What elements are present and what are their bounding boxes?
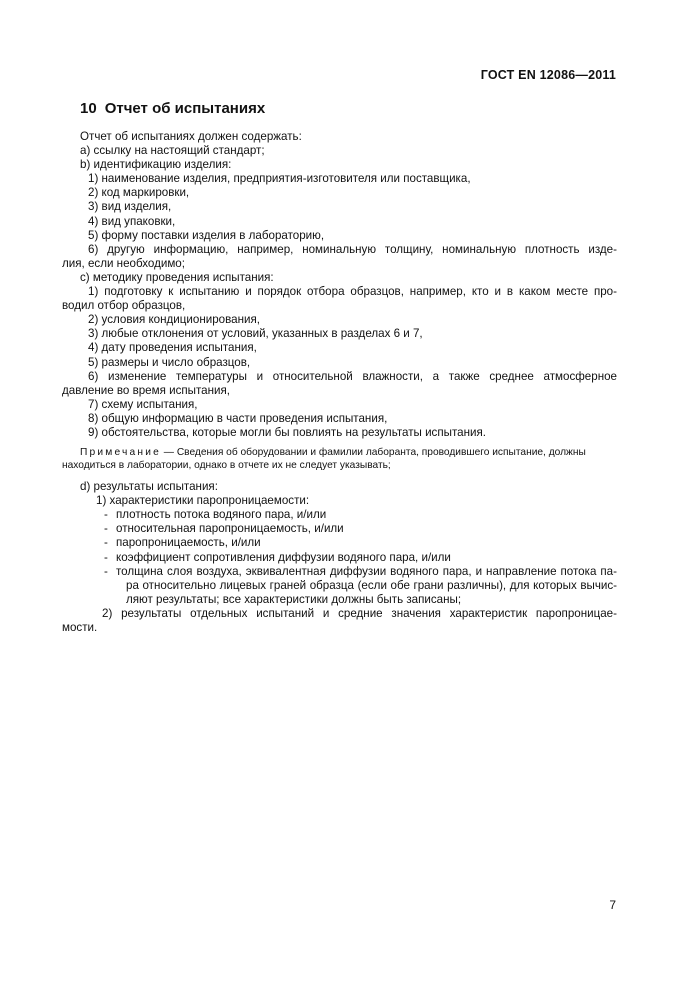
dash-item-continuation: ра относительно лицевых граней образца (если обе грани различны), для которых вычис- <box>126 578 617 592</box>
document-header: ГОСТ EN 12086—2011 <box>480 68 616 82</box>
b-item: 2) код маркировки, <box>88 186 190 200</box>
c-item-continuation: водил отбор образцов, <box>62 299 186 313</box>
dash-item-text: плотность потока водяного пара, и/или <box>116 508 327 522</box>
note-line-2: находиться в лаборатории, однако в отчете их не следует указывать; <box>62 460 391 472</box>
list-item-c: c) методику проведения испытания: <box>80 270 274 284</box>
c-item: 2) условия кондиционирования, <box>88 313 260 327</box>
c-item-continuation: давление во время испытания, <box>62 383 230 397</box>
dash-item-continuation: ляют результаты; все характеристики должны быть записаны; <box>126 592 462 606</box>
d-sub-item-1: 1) характеристики паропроницаемости: <box>96 494 310 508</box>
list-item-b: b) идентификацию изделия: <box>80 158 232 172</box>
intro-line: Отчет об испытаниях должен содержать: <box>80 130 302 143</box>
dash-item <box>62 551 617 565</box>
dash-item <box>62 536 617 550</box>
section-number: 10 <box>80 100 97 117</box>
note-label: Примечание <box>80 447 161 459</box>
d-sub-item-2: 2) результаты отдельных испытаний и средние значения характеристик паропроницае- <box>102 606 617 620</box>
c-item: 4) дату проведения испытания, <box>88 341 257 355</box>
b-item: 1) наименование изделия, предприятия-изготовителя или поставщика, <box>88 172 471 186</box>
dash-item <box>62 508 617 522</box>
dash-marker: - <box>104 508 108 522</box>
section-heading: Отчет об испытаниях <box>104 100 266 117</box>
dash-item-text: коэффициент сопротивления диффузии водяного пара, и/или <box>116 550 451 564</box>
dash-item-text: паропроницаемость, и/или <box>116 536 261 550</box>
b-item: 6) другую информацию, например, номинальную толщину, номинальную плотность изде- <box>88 242 617 256</box>
b-item-continuation: лия, если необходимо; <box>62 256 185 270</box>
list-item-d: d) результаты испытания: <box>80 480 218 494</box>
d-sub-item-2-continuation: мости. <box>62 621 98 634</box>
note-text: — Сведения об оборудовании и фамилии лаборанта, проводившего испытание, должны <box>160 447 586 459</box>
c-item: 5) размеры и число образцов, <box>88 355 251 369</box>
dash-marker: - <box>104 564 108 578</box>
c-item: 9) обстоятельства, которые могли бы повлиять на результаты испытания. <box>88 425 486 439</box>
dash-item <box>62 522 617 536</box>
b-item: 4) вид упаковки, <box>88 214 176 228</box>
dash-item-text: толщина слоя воздуха, эквивалентная диффузии водяного пара, и направление потока па- <box>116 564 617 578</box>
c-item: 7) схему испытания, <box>88 397 198 411</box>
report-content <box>62 130 617 635</box>
dash-marker: - <box>104 522 108 536</box>
dash-item <box>62 565 617 579</box>
dash-item-text: относительная паропроницаемость, и/или <box>116 522 344 536</box>
b-item: 3) вид изделия, <box>88 200 172 214</box>
c-item: 8) общую информацию в части проведения испытания, <box>88 411 388 425</box>
dash-marker: - <box>104 536 108 550</box>
list-item-a: a) ссылку на настоящий стандарт; <box>80 144 265 158</box>
note-line-1 <box>62 446 617 459</box>
dash-marker: - <box>104 550 108 564</box>
c-item: 6) изменение температуры и относительной влажности, а также среднее атмосферное <box>88 369 617 383</box>
section-title <box>80 100 265 117</box>
b-item: 5) форму поставки изделия в лабораторию, <box>88 228 325 242</box>
c-item: 3) любые отклонения от условий, указанных в разделах 6 и 7, <box>88 327 423 341</box>
page-number: 7 <box>609 898 616 912</box>
note <box>62 446 617 472</box>
c-item: 1) подготовку к испытанию и порядок отбора образцов, например, кто и в каком месте про- <box>88 285 617 299</box>
